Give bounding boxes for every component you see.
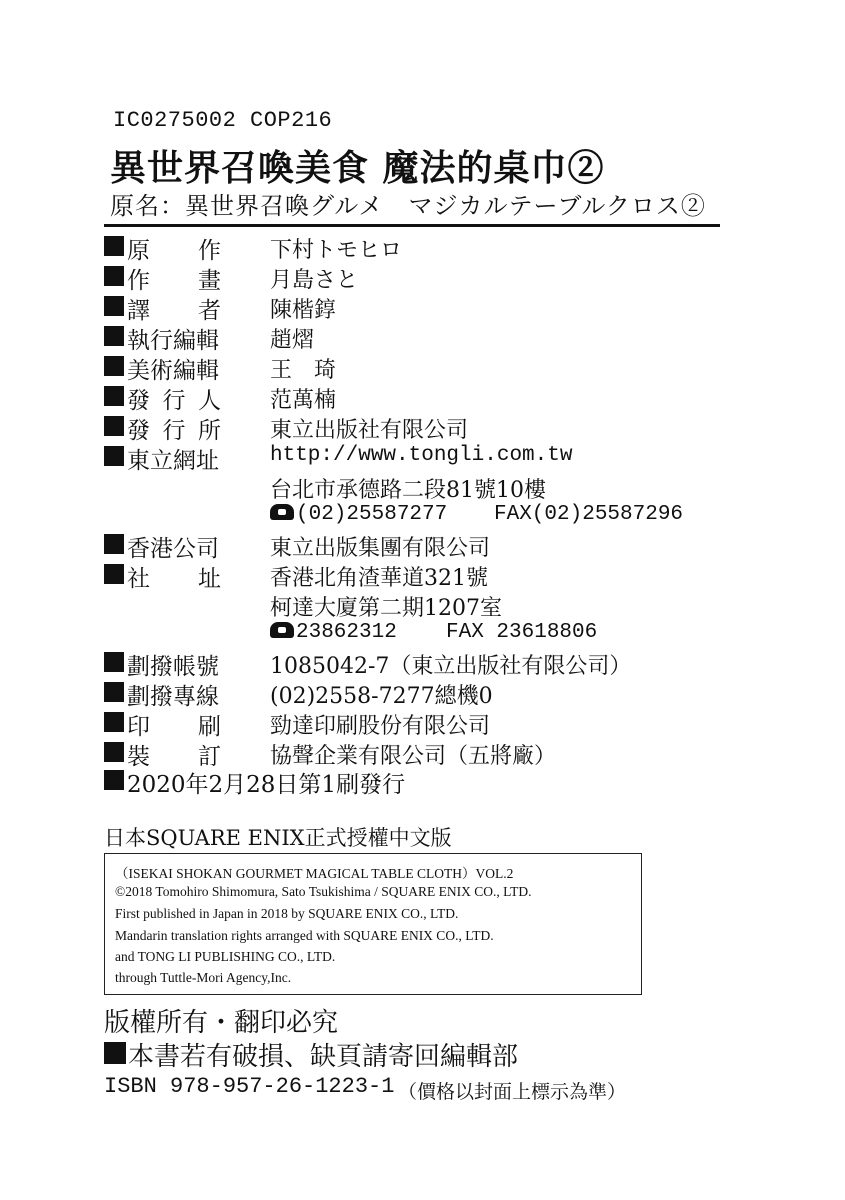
credit-value: 范萬楠 — [270, 388, 337, 413]
credit-label-artist: 作 畫 — [104, 262, 221, 295]
credit-label-original-author: 原 作 — [104, 232, 221, 265]
black-square-icon — [104, 266, 124, 286]
credit-label-hk-company: 香港公司 — [104, 530, 219, 563]
credit-label-printing: 印 刷 — [104, 708, 221, 741]
license-line: First published in Japan in 2018 by SQUARE ENIX CO., LTD. — [115, 906, 459, 921]
isbn: ISBN 978-957-26-1223-1 — [104, 1074, 395, 1099]
credit-label-website: 東立網址 — [104, 442, 219, 475]
tongli-address: 台北市承德路二段81號10樓 — [270, 478, 546, 503]
credit-label-binding: 裝 訂 — [104, 738, 221, 771]
hk-address-line2: 柯達大廈第二期1207室 — [270, 596, 502, 621]
postal-line-value: (02)2558-7277總機0 — [270, 684, 493, 709]
black-square-icon — [104, 1042, 126, 1064]
black-square-icon — [104, 446, 124, 466]
website-url[interactable]: http://www.tongli.com.tw — [270, 444, 573, 467]
black-square-icon — [104, 326, 124, 346]
printing-value: 勁達印刷股份有限公司 — [270, 714, 491, 739]
credit-label-postal-line: 劃撥專線 — [104, 678, 219, 711]
black-square-icon — [104, 564, 124, 584]
black-square-icon — [104, 712, 124, 732]
divider — [104, 224, 720, 227]
credit-label-art-editor: 美術編輯 — [104, 352, 219, 385]
credit-label-postal-account: 劃撥帳號 — [104, 648, 219, 681]
credit-label-publisher: 發 行 人 — [104, 382, 221, 415]
black-square-icon — [104, 356, 124, 376]
credit-value: 王 琦 — [270, 358, 337, 383]
telephone-icon — [270, 622, 294, 638]
license-line: （ISEKAI SHOKAN GOURMET MAGICAL TABLE CLOTH）VOL.2 — [115, 866, 514, 881]
book-title: 異世界召喚美食 魔法的桌巾② — [110, 147, 605, 189]
black-square-icon — [104, 770, 124, 790]
credit-value: 東立出版社有限公司 — [270, 418, 469, 443]
copyright-notice: 版權所有・翻印必究 — [104, 1008, 339, 1038]
damage-notice: 本書若有破損、缺頁請寄回編輯部 — [104, 1036, 518, 1073]
black-square-icon — [104, 416, 124, 436]
price-note: （價格以封面上標示為準） — [398, 1081, 627, 1103]
credit-value: 趙熠 — [270, 328, 315, 353]
black-square-icon — [104, 742, 124, 762]
license-line: and TONG LI PUBLISHING CO., LTD. — [115, 949, 336, 964]
black-square-icon — [104, 652, 124, 672]
credit-label-translator: 譯 者 — [104, 292, 221, 325]
postal-account-value: 1085042-7（東立出版社有限公司） — [270, 654, 632, 679]
hk-fax: FAX 23618806 — [446, 621, 598, 644]
black-square-icon — [104, 386, 124, 406]
license-line: through Tuttle-Mori Agency,Inc. — [115, 970, 292, 985]
credit-value: 陳楷錞 — [270, 298, 337, 323]
tongli-phone: (02)25587277 — [270, 503, 447, 526]
credit-label-hk-address: 社 址 — [104, 560, 221, 593]
credit-value: 下村トモヒロ — [270, 238, 403, 263]
publish-date: 2020年2月28日第1刷發行 — [104, 766, 405, 799]
binding-value: 協聲企業有限公司（五將廠） — [270, 744, 557, 769]
black-square-icon — [104, 534, 124, 554]
license-line: ©2018 Tomohiro Shimomura, Sato Tsukishima / SQUARE ENIX CO., LTD. — [115, 884, 532, 899]
credit-label-publishing-house: 發 行 所 — [104, 412, 221, 445]
telephone-icon — [270, 504, 294, 520]
hk-company-name: 東立出版集團有限公司 — [270, 536, 491, 561]
credit-label-executive-editor: 執行編輯 — [104, 322, 219, 355]
license-line: Mandarin translation rights arranged with SQUARE ENIX CO., LTD. — [115, 928, 494, 943]
tongli-fax: FAX(02)25587296 — [494, 503, 684, 526]
black-square-icon — [104, 682, 124, 702]
authorization-note: 日本SQUARE ENIX正式授權中文版 — [104, 826, 452, 850]
black-square-icon — [104, 296, 124, 316]
hk-address-line1: 香港北角渣華道321號 — [270, 566, 488, 591]
hk-phone: 23862312 — [270, 621, 397, 644]
original-title: 原名：異世界召喚グルメ マジカルテーブルクロス② — [110, 192, 706, 220]
black-square-icon — [104, 236, 124, 256]
catalog-codes: IC0275002 COP216 — [113, 108, 333, 133]
credit-value: 月島さと — [270, 268, 359, 293]
